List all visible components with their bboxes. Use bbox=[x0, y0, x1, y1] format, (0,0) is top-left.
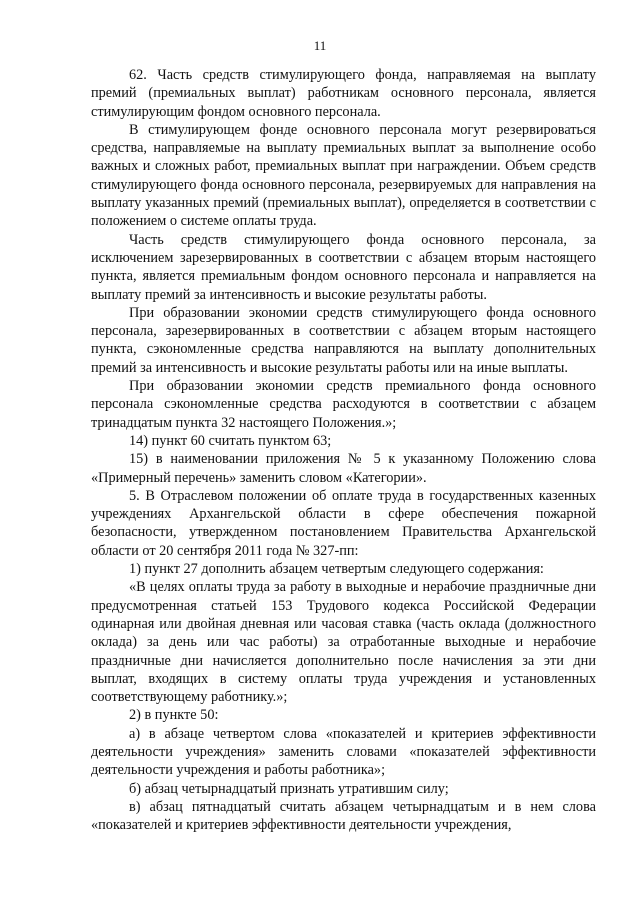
paragraph-subitem-a: а) в абзаце четвертом слова «показателей и критериев эффективности деятельности учреждения» заменить словами «показателей эффективности деятельности учреждения и работы работника»; bbox=[91, 725, 596, 779]
paragraph-section-5: 5. В Отраслевом положении об оплате труда в государственных казенных учреждениях Архангельской области в сфере обеспечения пожарной безопасности, утвержденном постановлением Правительства Архангельской области от 20 сентября 2011 года № 327-пп: bbox=[91, 487, 596, 559]
paragraph-62-intro: 62. Часть средств стимулирующего фонда, направляемая на выплату премий (премиальных выплат) работникам основного персонала, является стимулирующим фондом основного персонала. bbox=[91, 67, 596, 120]
page-number: 11 bbox=[313, 38, 327, 53]
paragraph-item-1: 1) пункт 27 дополнить абзацем четвертым следующего содержания: bbox=[129, 561, 544, 578]
paragraph-savings-premium: При образовании экономии средств премиального фонда основного персонала сэкономленные средства расходуются в соответствии с абзацем тринадцатым пункта 32 настоящего Положения.»; bbox=[91, 378, 596, 431]
paragraph-subitem-b: б) абзац четырнадцатый признать утратившим силу; bbox=[129, 780, 449, 797]
paragraph-savings-reserved: При образовании экономии средств стимулирующего фонда основного персонала, зарезервированных в соответствии с абзацем вторым настоящего пункта, сэкономленные средства направляются на выплату дополнительных премий за интенсивность и высокие результаты работы или на иные выплаты. bbox=[91, 304, 596, 376]
document-body bbox=[91, 66, 596, 834]
paragraph-quoted-addition: «В целях оплаты труда за работу в выходные и нерабочие праздничные дни предусмотренная статьей 153 Трудового кодекса Российской Федерации одинарная или двойная дневная или часовая ставка (часть оклада (должностного оклада) за день или час работы) за отработанные выходные и нерабочие праздничные дни начисляется дополнительно после начисления за эти дни выплат, входящих в систему оплаты труда учреждения и установленных соответствующему работнику.»; bbox=[91, 579, 596, 706]
paragraph-item-15: 15) в наименовании приложения № 5 к указанному Положению слова «Примерный перечень» заменить словом «Категории». bbox=[91, 451, 596, 486]
paragraph-item-14: 14) пункт 60 считать пунктом 63; bbox=[129, 432, 332, 449]
paragraph-subitem-v: в) абзац пятнадцатый считать абзацем четырнадцатым и в нем слова «показателей и критериев эффективности деятельности учреждения, bbox=[91, 798, 596, 834]
paragraph-reserve-funds: В стимулирующем фонде основного персонала могут резервироваться средства, направляемые на выплату премиальных выплат за выполнение особо важных и сложных работ, премиальных выплат при награждении. Объем средств стимулирующего фонда основного персонала, резервируемых для направления на выплату указанных премий (премиальных выплат), определяется в соответствии с положением о системе оплаты труда. bbox=[91, 121, 596, 230]
paragraph-item-2: 2) в пункте 50: bbox=[129, 707, 219, 724]
paragraph-premium-fund: Часть средств стимулирующего фонда основного персонала, за исключением зарезервированных в соответствии с абзацем вторым настоящего пункта, является премиальным фондом основного персонала и направляется на выплату премий за интенсивность и высокие результаты работы. bbox=[91, 231, 596, 303]
